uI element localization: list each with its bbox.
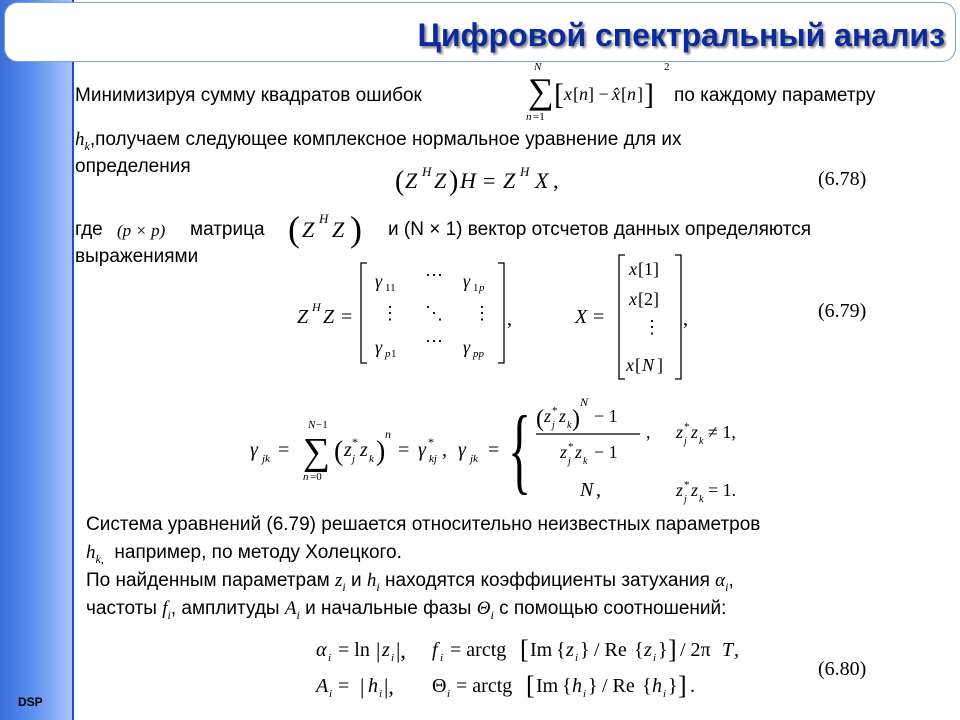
text-line-3: определения: [75, 156, 191, 177]
svg-text:γ: γ: [375, 271, 383, 291]
svg-text:h: h: [652, 675, 662, 697]
svg-text:⋮: ⋮: [473, 303, 491, 323]
svg-text:[: [: [526, 671, 535, 700]
svg-text:11: 11: [385, 282, 396, 294]
svg-text:(: (: [395, 166, 405, 197]
footer-label: DSP: [18, 695, 43, 709]
svg-text:,: ,: [596, 479, 601, 501]
svg-text:∑: ∑: [303, 431, 331, 473]
svg-text:]: ]: [637, 84, 643, 104]
svg-text:= ln: = ln: [338, 639, 370, 661]
slide-title: Цифровой спектральный анализ: [417, 17, 945, 53]
svg-text:= 1.: = 1.: [708, 480, 737, 500]
svg-text:{: {: [556, 639, 566, 661]
svg-text:k: k: [369, 453, 374, 465]
svg-text:|,: |,: [384, 674, 394, 699]
svg-text:jk: jk: [262, 453, 270, 465]
svg-text:|: |: [360, 674, 365, 699]
svg-text:j: j: [552, 420, 555, 431]
svg-text:=: =: [398, 439, 410, 461]
svg-text:z: z: [560, 442, 568, 462]
svg-text:Z: Z: [503, 168, 516, 193]
f-subscript: i: [167, 607, 171, 622]
svg-text:/ 2π: / 2π: [680, 639, 711, 661]
theta-symbol: Θ: [476, 598, 491, 619]
svg-text:N: N: [308, 419, 316, 431]
h-symbol: h: [75, 129, 85, 150]
svg-text:*: *: [568, 441, 574, 453]
svg-text:): ): [350, 209, 362, 249]
equation-number-679: (6.79): [818, 300, 867, 322]
svg-text:k: k: [699, 494, 704, 505]
svg-text:Im: Im: [536, 675, 559, 697]
svg-text:=: =: [593, 306, 605, 328]
svg-text:{: {: [508, 397, 532, 504]
svg-text:1: 1: [391, 348, 397, 360]
svg-text:*: *: [552, 405, 558, 417]
text-line-5: выражениями: [75, 246, 199, 267]
svg-text:|: |: [376, 638, 381, 663]
svg-text:*: *: [684, 479, 690, 491]
paragraph-3a: По найденным параметрам: [86, 570, 330, 591]
svg-text:x: x: [626, 355, 634, 375]
svg-text:,: ,: [442, 439, 447, 461]
paragraph-3-comma: ,: [728, 570, 734, 591]
svg-text:H: H: [319, 211, 329, 226]
text-line-4c: и (N × 1) вектор отсчетов данных определяются: [388, 219, 811, 240]
paragraph-4d: с помощью соотношений:: [499, 598, 727, 619]
paragraph-4a: частоты: [86, 598, 157, 619]
svg-text:k: k: [567, 420, 572, 431]
svg-text:[: [: [621, 84, 627, 104]
title-box: [4, 2, 956, 62]
h-subscript-3: i: [376, 579, 380, 594]
svg-text:= arctg: = arctg: [456, 675, 513, 697]
svg-text:{: {: [642, 675, 652, 697]
svg-text:): ): [449, 166, 459, 197]
svg-text:.: .: [690, 675, 695, 697]
svg-text:pp: pp: [473, 348, 484, 360]
svg-text:i: i: [575, 652, 579, 664]
text-line-4a: где: [75, 219, 103, 240]
f-symbol: f: [162, 598, 168, 619]
svg-text:[: [: [554, 78, 564, 111]
svg-text:kj: kj: [429, 453, 437, 465]
svg-text:⋯: ⋯: [425, 265, 443, 285]
svg-text:i: i: [440, 652, 444, 664]
svg-text:Z: Z: [405, 168, 418, 193]
svg-text:,: ,: [507, 308, 512, 330]
svg-text:⋱: ⋱: [425, 303, 443, 323]
svg-text:{: {: [634, 639, 644, 661]
svg-text:N: N: [534, 61, 542, 73]
svg-text:n: n: [303, 471, 309, 483]
svg-text:h: h: [368, 675, 378, 697]
svg-text:N: N: [642, 355, 655, 375]
svg-text:[: [: [635, 355, 641, 375]
svg-text:j: j: [684, 494, 687, 505]
svg-text:z: z: [382, 639, 390, 661]
svg-text:2: 2: [664, 61, 670, 73]
svg-text:z: z: [676, 422, 684, 442]
svg-text:j: j: [568, 456, 571, 467]
svg-text:/ Re: / Re: [594, 639, 627, 661]
matrix-definitions-679: [295, 255, 695, 385]
svg-text:(: (: [536, 406, 544, 432]
svg-text:n: n: [627, 84, 636, 104]
paragraph-3: [86, 569, 734, 599]
svg-text:z: z: [360, 439, 368, 461]
svg-text:−1: −1: [316, 419, 328, 431]
svg-text:(: (: [334, 436, 344, 467]
alpha-symbol: α: [715, 570, 726, 591]
svg-text:f: f: [432, 639, 438, 661]
theta-subscript: i: [490, 607, 494, 622]
svg-text:⋯: ⋯: [425, 331, 443, 351]
svg-text:H: H: [460, 168, 476, 193]
svg-text:}: }: [580, 639, 590, 661]
gamma-definitions: [248, 392, 768, 510]
svg-text:− 1: − 1: [594, 406, 618, 426]
text-line-4b: матрица: [190, 219, 265, 240]
z-symbol: z: [334, 570, 343, 591]
h-subscript: k: [84, 138, 90, 153]
svg-text:): ): [572, 406, 580, 432]
svg-text:z: z: [644, 639, 652, 661]
h-symbol-2: h: [86, 542, 96, 563]
svg-text:): ): [376, 436, 386, 467]
alpha-subscript: i: [725, 579, 729, 594]
svg-text:Θ: Θ: [432, 675, 447, 697]
svg-text:H: H: [422, 164, 432, 179]
relations-680: [312, 628, 782, 704]
svg-text:*: *: [428, 435, 434, 449]
svg-text:Z: Z: [434, 168, 447, 193]
svg-text:Z: Z: [302, 217, 315, 242]
paragraph-1: Система уравнений (6.79) решается относительно неизвестных параметров: [86, 514, 761, 535]
svg-text:x: x: [564, 84, 572, 104]
equation-number-680: (6.80): [818, 658, 867, 680]
svg-text:i: i: [663, 688, 667, 700]
svg-text:n: n: [579, 84, 588, 104]
svg-text:Im: Im: [530, 639, 553, 661]
svg-text:X: X: [575, 306, 588, 328]
svg-text:,: ,: [646, 422, 651, 442]
svg-text:[: [: [573, 84, 579, 104]
svg-text:x: x: [629, 289, 637, 309]
svg-text:i: i: [328, 652, 332, 664]
svg-text:=: =: [341, 306, 353, 328]
svg-text:1: 1: [473, 282, 479, 294]
svg-text:∑: ∑: [528, 71, 554, 111]
svg-text:⋮: ⋮: [643, 317, 661, 337]
svg-text:A: A: [316, 675, 329, 697]
text-line-1b: по каждому параметру: [674, 85, 876, 106]
svg-text:n: n: [385, 427, 391, 441]
dimension-pp: (p × p): [117, 221, 166, 240]
sum-squares-formula: [522, 58, 672, 128]
svg-text:z: z: [691, 480, 699, 500]
svg-text:(: (: [288, 209, 300, 249]
svg-text:i: i: [379, 688, 383, 700]
svg-text:j: j: [352, 453, 356, 465]
svg-text:|,: |,: [396, 638, 406, 663]
svg-text:i: i: [391, 652, 395, 664]
svg-text:j: j: [684, 436, 687, 447]
svg-text:γ: γ: [458, 439, 466, 461]
svg-text:i: i: [329, 688, 333, 700]
z-subscript: i: [342, 579, 346, 594]
svg-text:*: *: [684, 421, 690, 433]
svg-text:= arctg: = arctg: [450, 639, 507, 661]
svg-text:=: =: [483, 168, 496, 193]
matrix-zhz-inline: [288, 205, 368, 253]
svg-text:{: {: [562, 675, 572, 697]
svg-text:=1: =1: [533, 111, 545, 123]
svg-text:}: }: [588, 675, 598, 697]
svg-text:/ Re: / Re: [602, 675, 635, 697]
svg-text:*: *: [352, 435, 358, 449]
svg-text:}: }: [668, 675, 678, 697]
svg-text:] −: ] −: [588, 84, 609, 104]
svg-text:,: ,: [734, 639, 739, 661]
svg-text:T: T: [722, 639, 734, 661]
svg-text:z: z: [559, 406, 567, 426]
svg-text:γ: γ: [463, 337, 471, 357]
svg-text:− 1: − 1: [594, 442, 618, 462]
svg-text:,: ,: [683, 308, 688, 330]
svg-text:[2]: [2]: [638, 289, 659, 309]
svg-text:=: =: [278, 439, 290, 461]
svg-text:α: α: [316, 639, 327, 661]
svg-text:γ: γ: [463, 271, 471, 291]
svg-text:]: ]: [644, 78, 654, 111]
text-line-1a: Минимизируя сумму квадратов ошибок: [75, 85, 422, 106]
A-symbol: A: [284, 598, 297, 619]
svg-text:Z: Z: [297, 306, 309, 328]
svg-text:[1]: [1]: [638, 259, 659, 279]
svg-text:k: k: [583, 456, 588, 467]
svg-text:γ: γ: [418, 439, 426, 461]
equation-number-678: (6.78): [818, 168, 867, 190]
svg-text:k: k: [699, 436, 704, 447]
svg-text:⋮: ⋮: [381, 303, 399, 323]
svg-text:i: i: [583, 688, 587, 700]
svg-text:]: ]: [657, 355, 663, 375]
paragraph-2-rest: например, по методу Холецкого.: [114, 542, 402, 563]
svg-text:=0: =0: [310, 471, 322, 483]
svg-text:i: i: [653, 652, 657, 664]
svg-text:p: p: [385, 348, 391, 360]
paragraph-2: [86, 541, 402, 571]
svg-text:=: =: [488, 439, 500, 461]
svg-text:N: N: [580, 479, 594, 501]
svg-text:X: X: [535, 168, 549, 193]
svg-text:x: x: [629, 259, 637, 279]
svg-text:}: }: [658, 639, 668, 661]
paragraph-3c: находятся коэффициенты затухания: [385, 570, 710, 591]
text-line-2-rest: ,получаем следующее комплексное нормальное уравнение для их: [89, 129, 682, 150]
svg-text:H: H: [312, 300, 321, 314]
sidebar-divider: [72, 0, 74, 720]
svg-text:z: z: [344, 439, 352, 461]
svg-text:i: i: [447, 688, 451, 700]
paragraph-4c: и начальные фазы: [305, 598, 472, 619]
paragraph-3b: и: [351, 570, 362, 591]
svg-text:p: p: [479, 282, 485, 294]
svg-text:,: ,: [553, 168, 559, 193]
h-symbol-3: h: [366, 570, 377, 591]
svg-text:Z: Z: [323, 306, 335, 328]
sidebar-band: [0, 0, 72, 720]
svg-text:z: z: [575, 442, 583, 462]
text-line-2: [75, 128, 681, 158]
svg-text:jk: jk: [470, 453, 478, 465]
normal-equation-678: [395, 160, 595, 200]
svg-text:[: [: [520, 635, 529, 664]
svg-text:]: ]: [668, 635, 677, 664]
svg-text:z: z: [676, 480, 684, 500]
svg-text:n: n: [526, 111, 532, 123]
svg-text:]: ]: [678, 671, 687, 700]
svg-text:h: h: [572, 675, 582, 697]
svg-text:z: z: [566, 639, 574, 661]
svg-text:Z: Z: [332, 217, 345, 242]
svg-text:z: z: [544, 406, 552, 426]
svg-text:=: =: [338, 675, 350, 697]
svg-text:N: N: [580, 395, 589, 409]
paragraph-4b: , амплитуды: [170, 598, 280, 619]
paragraph-4: [86, 597, 726, 627]
svg-text:x̂: x̂: [612, 84, 620, 104]
svg-text:γ: γ: [250, 439, 258, 461]
A-subscript: i: [296, 607, 300, 622]
svg-text:≠ 1,: ≠ 1,: [708, 422, 736, 442]
svg-text:γ: γ: [375, 337, 383, 357]
svg-text:z: z: [691, 422, 699, 442]
svg-text:H: H: [520, 164, 530, 179]
h-subscript-2: k,: [95, 551, 104, 566]
